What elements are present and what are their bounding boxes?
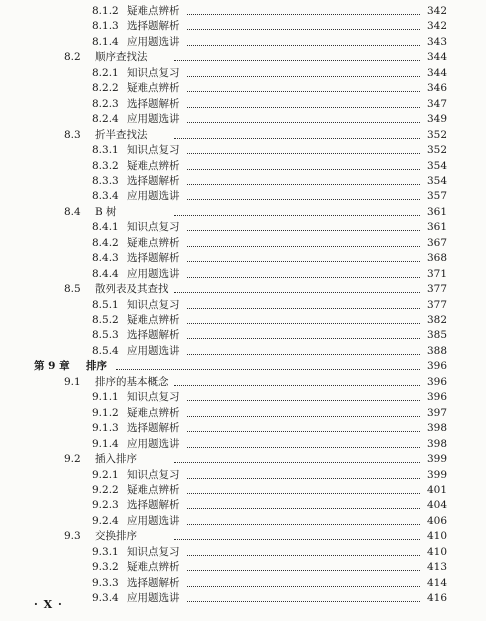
dot-leader bbox=[187, 431, 422, 432]
toc-entry-page: 346 bbox=[421, 80, 447, 96]
toc-entry-title: 选择题解析 bbox=[127, 329, 180, 342]
toc-entry-title: 疑难点辨析 bbox=[127, 82, 180, 95]
toc-entry-number: 8.4.1 bbox=[92, 221, 119, 234]
toc-entry-page: 399 bbox=[421, 467, 447, 483]
toc-entry-title: B 树 bbox=[95, 205, 117, 218]
toc-subsection-entry bbox=[0, 482, 486, 498]
toc-entry-page: 361 bbox=[421, 204, 447, 220]
toc-entry-number: 8.3 bbox=[64, 128, 81, 141]
dot-leader bbox=[187, 323, 422, 324]
toc-entry-title: 选择题解析 bbox=[127, 174, 180, 187]
toc-subsection-entry bbox=[0, 405, 486, 421]
toc-subsection-entry bbox=[0, 266, 486, 282]
toc-entry-number: 9.1.2 bbox=[92, 406, 119, 419]
toc-entry-number: 8.4.4 bbox=[92, 267, 119, 280]
toc-entry-page: 354 bbox=[421, 158, 447, 174]
dot-leader bbox=[187, 107, 422, 108]
toc-entry-page: 396 bbox=[421, 358, 447, 374]
toc-entry-number: 8.2.2 bbox=[92, 82, 119, 95]
toc-entry-page: 343 bbox=[421, 34, 447, 50]
dot-leader bbox=[187, 416, 422, 417]
toc-entry-title: 应用题选讲 bbox=[127, 437, 180, 450]
toc-entry-page: 396 bbox=[421, 374, 447, 390]
dot-leader bbox=[187, 199, 422, 200]
toc-entry-number: 9.3.4 bbox=[92, 592, 119, 605]
toc-entry-number: 第 9 章 bbox=[34, 360, 70, 373]
toc-subsection-entry bbox=[0, 297, 486, 313]
toc-entry-number: 9.1.4 bbox=[92, 437, 119, 450]
toc-entry-page: 344 bbox=[421, 49, 447, 65]
toc-entry-title: 应用题选讲 bbox=[127, 592, 180, 605]
toc-entry-number: 9.2.2 bbox=[92, 483, 119, 496]
toc-subsection-entry bbox=[0, 18, 486, 34]
toc-entry-title: 知识点复习 bbox=[127, 66, 180, 79]
toc-entry-page: 388 bbox=[421, 343, 447, 359]
toc-subsection-entry bbox=[0, 219, 486, 235]
dot-leader bbox=[187, 261, 422, 262]
toc-entry-number: 9.3.1 bbox=[92, 545, 119, 558]
toc-entry-title: 疑难点辨析 bbox=[127, 406, 180, 419]
toc-entry-number: 8.5.1 bbox=[92, 298, 119, 311]
toc-entry-page: 377 bbox=[421, 297, 447, 313]
toc-entry-title: 选择题解析 bbox=[127, 499, 180, 512]
toc-section-entry bbox=[0, 204, 486, 220]
dot-leader bbox=[187, 601, 422, 602]
dot-leader bbox=[187, 246, 422, 247]
toc-entry-page: 368 bbox=[421, 250, 447, 266]
toc-entry-title: 排序的基本概念 bbox=[95, 375, 169, 388]
toc-entry-page: 398 bbox=[421, 436, 447, 452]
toc-entry-number: 9.3.2 bbox=[92, 561, 119, 574]
toc-entry-page: 352 bbox=[421, 127, 447, 143]
dot-leader bbox=[174, 292, 422, 293]
toc-entry-title: 应用题选讲 bbox=[127, 514, 180, 527]
toc-entry-title: 选择题解析 bbox=[127, 576, 180, 589]
dot-leader bbox=[174, 60, 422, 61]
toc-section-entry bbox=[0, 127, 486, 143]
dot-leader bbox=[187, 354, 422, 355]
toc-entry-number: 8.5 bbox=[64, 283, 81, 296]
toc-section-entry bbox=[0, 528, 486, 544]
toc-entry-page: 410 bbox=[421, 544, 447, 560]
toc-section-entry bbox=[0, 374, 486, 390]
toc-entry-page: 414 bbox=[421, 575, 447, 591]
dot-leader bbox=[187, 14, 422, 15]
toc-entry-title: 排序 bbox=[86, 360, 107, 373]
toc-entry-page: 377 bbox=[421, 281, 447, 297]
page-number-footer: · X · bbox=[34, 598, 63, 611]
toc-entry-title: 知识点复习 bbox=[127, 545, 180, 558]
dot-leader bbox=[187, 308, 422, 309]
toc-entry-title: 疑难点辨析 bbox=[127, 236, 180, 249]
toc-subsection-entry bbox=[0, 436, 486, 452]
dot-leader bbox=[187, 153, 422, 154]
toc-subsection-entry bbox=[0, 96, 486, 112]
toc-entry-number: 8.1.3 bbox=[92, 20, 119, 33]
toc-entry-number: 8.3.1 bbox=[92, 144, 119, 157]
toc-entry-page: 396 bbox=[421, 389, 447, 405]
toc-entry-page: 410 bbox=[421, 528, 447, 544]
toc-section-entry bbox=[0, 281, 486, 297]
dot-leader bbox=[187, 29, 422, 30]
toc-entry-title: 应用题选讲 bbox=[127, 190, 180, 203]
toc-subsection-entry bbox=[0, 467, 486, 483]
toc-entry-page: 347 bbox=[421, 96, 447, 112]
dot-leader bbox=[187, 338, 422, 339]
toc-subsection-entry bbox=[0, 590, 486, 606]
toc-entry-page: 416 bbox=[421, 590, 447, 606]
dot-leader bbox=[187, 555, 422, 556]
toc-section-entry bbox=[0, 49, 486, 65]
toc-entry-page: 406 bbox=[421, 513, 447, 529]
toc-subsection-entry bbox=[0, 420, 486, 436]
dot-leader bbox=[187, 586, 422, 587]
toc-entry-title: 应用题选讲 bbox=[127, 344, 180, 357]
dot-leader bbox=[187, 570, 422, 571]
toc-subsection-entry bbox=[0, 327, 486, 343]
toc-entry-page: 342 bbox=[421, 18, 447, 34]
toc-subsection-entry bbox=[0, 65, 486, 81]
dot-leader bbox=[187, 478, 422, 479]
toc-entry-title: 选择题解析 bbox=[127, 97, 180, 110]
toc-subsection-entry bbox=[0, 34, 486, 50]
toc-entry-number: 8.2 bbox=[64, 51, 81, 64]
toc-entry-page: 354 bbox=[421, 173, 447, 189]
dot-leader bbox=[187, 277, 422, 278]
toc-entry-number: 9.3.3 bbox=[92, 576, 119, 589]
toc-subsection-entry bbox=[0, 513, 486, 529]
toc-entry-title: 应用题选讲 bbox=[127, 267, 180, 280]
toc-entry-number: 8.5.2 bbox=[92, 314, 119, 326]
toc-entry-page: 344 bbox=[421, 65, 447, 81]
toc-entry-title: 知识点复习 bbox=[127, 468, 180, 481]
toc-entry-number: 8.3.2 bbox=[92, 159, 119, 172]
toc-entry-page: 385 bbox=[421, 327, 447, 343]
toc-subsection-entry bbox=[0, 343, 486, 359]
toc-entry-number: 9.1 bbox=[64, 375, 81, 388]
toc-subsection-entry bbox=[0, 544, 486, 560]
toc-entry-title: 疑难点辨析 bbox=[127, 483, 180, 496]
toc-entry-page: 361 bbox=[421, 219, 447, 235]
dot-leader bbox=[174, 138, 422, 139]
toc-entry-number: 8.4.3 bbox=[92, 252, 119, 265]
dot-leader bbox=[187, 230, 422, 231]
toc-entry-page: 342 bbox=[421, 3, 447, 19]
dot-leader bbox=[187, 493, 422, 494]
toc-entry-page: 352 bbox=[421, 142, 447, 158]
toc-entry-page: 413 bbox=[421, 559, 447, 575]
dot-leader bbox=[116, 369, 422, 370]
toc-entry-number: 8.4.2 bbox=[92, 236, 119, 249]
toc-subsection-entry bbox=[0, 3, 486, 19]
dot-leader bbox=[187, 91, 422, 92]
toc-entry-number: 9.2 bbox=[64, 453, 81, 466]
toc-entry-number: 8.3.3 bbox=[92, 174, 119, 187]
dot-leader bbox=[187, 76, 422, 77]
dot-leader bbox=[187, 169, 422, 170]
toc-entry-title: 应用题选讲 bbox=[127, 113, 180, 126]
dot-leader bbox=[187, 447, 422, 448]
toc-entry-number: 8.1.4 bbox=[92, 35, 119, 48]
toc-subsection-entry bbox=[0, 142, 486, 158]
toc-chapter-entry bbox=[0, 358, 486, 374]
dot-leader bbox=[174, 462, 422, 463]
toc-entry-number: 9.2.4 bbox=[92, 514, 119, 527]
dot-leader bbox=[174, 539, 422, 540]
toc-entry-page: 349 bbox=[421, 111, 447, 127]
toc-entry-page: 371 bbox=[421, 266, 447, 282]
toc-entry-number: 8.4 bbox=[64, 205, 81, 218]
toc-entry-title: 疑难点辨析 bbox=[127, 561, 180, 574]
toc-subsection-entry bbox=[0, 235, 486, 251]
toc-entry-number: 8.1.2 bbox=[92, 5, 119, 17]
toc-entry-number: 9.1.1 bbox=[92, 391, 119, 404]
dot-leader bbox=[187, 184, 422, 185]
toc-entry-number: 8.2.1 bbox=[92, 66, 119, 79]
toc-entry-number: 8.5.4 bbox=[92, 344, 119, 357]
toc-entry-number: 8.2.3 bbox=[92, 97, 119, 110]
toc-entry-title: 知识点复习 bbox=[127, 144, 180, 157]
toc-entry-title: 顺序查找法 bbox=[95, 51, 148, 64]
toc-subsection-entry bbox=[0, 250, 486, 266]
toc-entry-title: 选择题解析 bbox=[127, 422, 180, 435]
dot-leader bbox=[187, 45, 422, 46]
toc-subsection-entry bbox=[0, 80, 486, 96]
toc-subsection-entry bbox=[0, 312, 486, 328]
toc-entry-number: 9.2.3 bbox=[92, 499, 119, 512]
toc-entry-page: 398 bbox=[421, 420, 447, 436]
toc-entry-number: 9.2.1 bbox=[92, 468, 119, 481]
dot-leader bbox=[174, 215, 422, 216]
toc-entry-number: 9.1.3 bbox=[92, 422, 119, 435]
toc-entry-number: 8.5.3 bbox=[92, 329, 119, 342]
toc-entry-page: 367 bbox=[421, 235, 447, 251]
toc-entry-page: 404 bbox=[421, 497, 447, 513]
toc-section-entry bbox=[0, 451, 486, 467]
toc-entry-title: 疑难点辨析 bbox=[127, 5, 180, 17]
dot-leader bbox=[187, 122, 422, 123]
toc-entry-title: 知识点复习 bbox=[127, 298, 180, 311]
toc-entry-number: 9.3 bbox=[64, 530, 81, 543]
dot-leader bbox=[187, 524, 422, 525]
toc-entry-page: 399 bbox=[421, 451, 447, 467]
toc-entry-title: 交换排序 bbox=[95, 530, 137, 543]
toc-subsection-entry bbox=[0, 111, 486, 127]
toc-entry-title: 知识点复习 bbox=[127, 221, 180, 234]
toc-entry-page: 357 bbox=[421, 188, 447, 204]
toc-entry-number: 8.3.4 bbox=[92, 190, 119, 203]
dot-leader bbox=[174, 385, 422, 386]
toc-subsection-entry bbox=[0, 188, 486, 204]
toc-subsection-entry bbox=[0, 559, 486, 575]
toc-entry-number: 8.2.4 bbox=[92, 113, 119, 126]
toc-entry-page: 397 bbox=[421, 405, 447, 421]
toc-entry-page: 401 bbox=[421, 482, 447, 498]
toc-entry-title: 选择题解析 bbox=[127, 252, 180, 265]
toc-subsection-entry bbox=[0, 158, 486, 174]
toc-entry-title: 知识点复习 bbox=[127, 391, 180, 404]
dot-leader bbox=[187, 400, 422, 401]
toc-entry-title: 应用题选讲 bbox=[127, 35, 180, 48]
toc-entry-title: 折半查找法 bbox=[95, 128, 148, 141]
toc-subsection-entry bbox=[0, 497, 486, 513]
toc-subsection-entry bbox=[0, 575, 486, 591]
toc-subsection-entry bbox=[0, 173, 486, 189]
dot-leader bbox=[187, 508, 422, 509]
toc-subsection-entry bbox=[0, 389, 486, 405]
toc-entry-title: 疑难点辨析 bbox=[127, 314, 180, 326]
toc-entry-title: 插入排序 bbox=[95, 453, 137, 466]
toc-entry-title: 选择题解析 bbox=[127, 20, 180, 33]
toc-entry-page: 382 bbox=[421, 312, 447, 328]
toc-entry-title: 疑难点辨析 bbox=[127, 159, 180, 172]
toc-entry-title: 散列表及其查找 bbox=[95, 283, 169, 296]
